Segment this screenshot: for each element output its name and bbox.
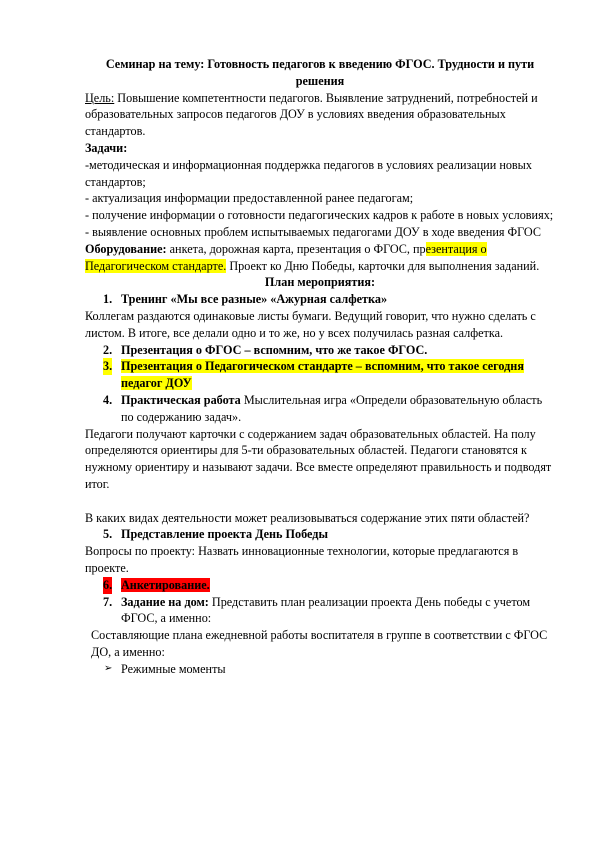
goal-text: Повышение компетентности педагогов. Выявление затруднений, потребностей и образовательных запросов педагогов ДОУ в условиях введения образовательных стандартов. (85, 90, 538, 139)
plan-item-number: 7. (103, 594, 113, 609)
plan-item-4-description: Педагоги получают карточки с содержанием задач образовательных областей. На полу определяются ориентиры для 5-ти образовательных областей. Педагоги становятся к нужному ориентиру и называют задачи. Все вместе определяют правильность и подводят итог. (85, 426, 552, 491)
plan-item-bold: Задание на дом: (121, 594, 209, 609)
plan-item-number: 4. (103, 392, 113, 407)
plan-item-text: Анкетирование. (121, 577, 210, 592)
plan-item-number: 5. (103, 527, 113, 542)
tasks-label: Задачи: (85, 140, 128, 155)
task-item: - актуализация информации предоставленной ранее педагогам; (85, 191, 414, 206)
plan-item-text: Представление проекта День Победы (121, 527, 328, 542)
bullet-text: Режимные моменты (121, 661, 226, 676)
bullet-item (85, 661, 555, 678)
components-paragraph: Составляющие плана ежедневной работы воспитателя в группе в соответствии с ФГОС ДО, а именно: (91, 628, 548, 659)
plan-item-text: Мыслительная игра «Определи образовательную область по содержанию задач». (121, 392, 543, 424)
plan-item-4 (85, 392, 555, 426)
equipment-label: Оборудование: (85, 241, 167, 256)
equipment-text: анкета, дорожная карта, презентация о ФГОС, пр (166, 241, 426, 256)
plan-item-1-description: Коллегам раздаются одинаковые листы бумаги. Ведущий говорит, что нужно сделать с листом. В итоге, все делали одно и то же, но у всех получилась разная салфетка. (85, 308, 536, 340)
question-paragraph: В каких видах деятельности может реализовываться содержание этих пяти областей? (85, 510, 530, 525)
plan-item-6 (85, 577, 555, 594)
plan-item-bold: Практическая работа (121, 392, 241, 407)
plan-item-5 (85, 526, 555, 543)
plan-item-number: 1. (103, 292, 113, 307)
plan-item-7 (85, 594, 555, 628)
equipment-paragraph (85, 241, 555, 275)
plan-title: План мероприятия: (264, 275, 376, 290)
equipment-highlight: езентация о Педагогическом стандарте. (85, 241, 487, 273)
equipment-text-after: Проект ко Дню Победы, карточки для выполнения заданий. (226, 258, 540, 273)
goal-paragraph (85, 90, 555, 140)
plan-item-number: 6. (103, 577, 113, 592)
plan-item-1 (85, 291, 555, 308)
blank-line (85, 493, 555, 510)
plan-item-text: Презентация о Педагогическом стандарте – вспомним, что такое сегодня педагог ДОУ (121, 359, 524, 391)
plan-item-text: Тренинг «Мы все разные» «Ажурная салфетка» (121, 292, 388, 307)
plan-item-number: 2. (103, 342, 113, 357)
document-body (85, 56, 555, 677)
goal-label: Цель: (85, 90, 115, 105)
page-title: Семинар на тему: Готовность педагогов к введению ФГОС. Трудности и пути решения (105, 57, 535, 88)
plan-item-3 (85, 358, 555, 392)
plan-item-2 (85, 342, 555, 359)
arrow-bullet-icon: ➢ (104, 662, 113, 674)
task-item: - выявление основных проблем испытываемых педагогами ДОУ в ходе введения ФГОС (85, 224, 541, 239)
plan-item-text: Презентация о ФГОС – вспомним, что же такое ФГОС. (121, 342, 428, 357)
plan-item-text: Представить план реализации проекта День победы с учетом ФГОС, а именно: (121, 594, 531, 626)
plan-item-number: 3. (103, 359, 113, 374)
task-item: -методическая и информационная поддержка педагогов в условиях реализации новых стандартов; (85, 157, 532, 189)
task-item: - получение информации о готовности педагогических кадров к работе в новых условиях; (85, 208, 554, 223)
plan-item-5-description: Вопросы по проекту: Назвать инновационные технологии, которые предлагаются в проекте. (85, 544, 519, 575)
